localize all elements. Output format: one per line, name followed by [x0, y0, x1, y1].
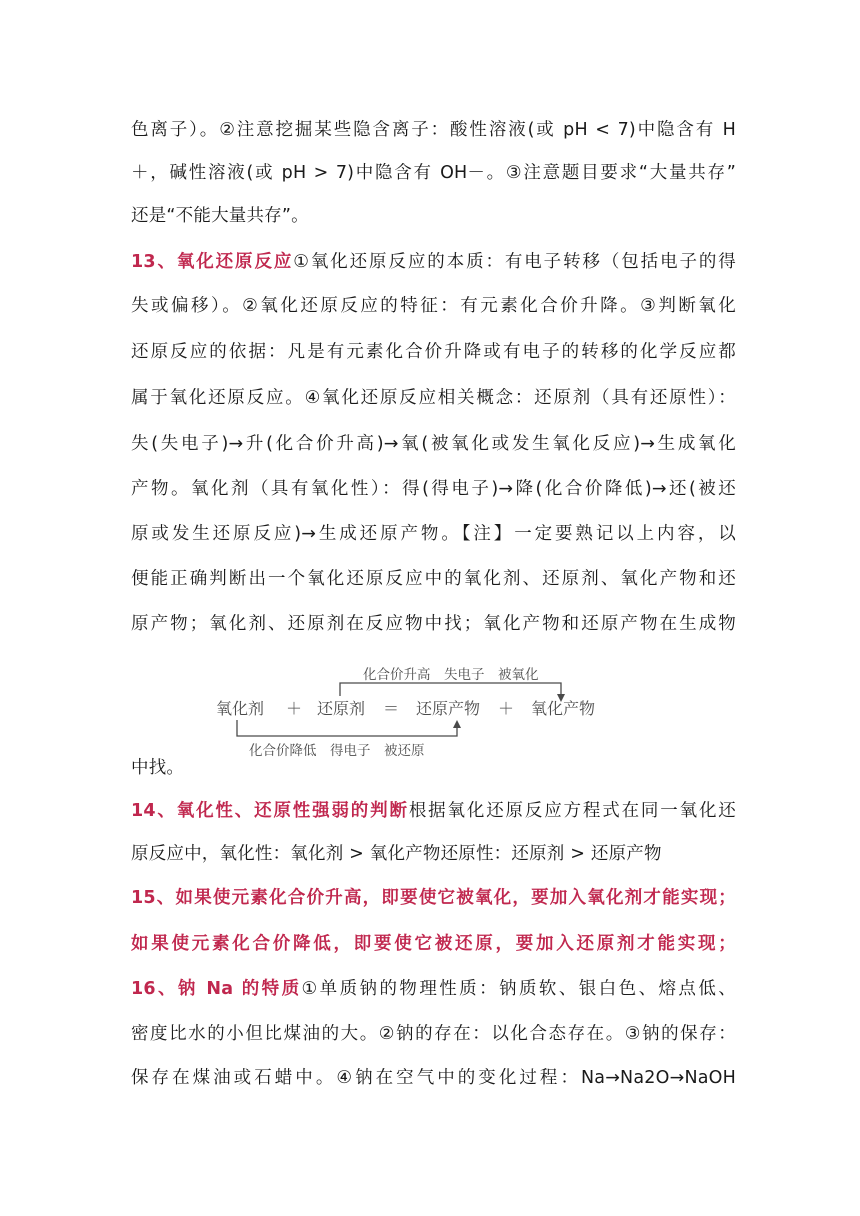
section-15-heading: 15、如果使元素化合价升高，即要使它被氧化，要加入氧化剂才能实现；: [131, 888, 736, 908]
plus-sign-1: ＋: [286, 699, 303, 718]
section-16-heading: 16、钠 Na 的特质: [131, 979, 302, 999]
section-13-heading: 13、氧化还原反应: [131, 252, 294, 272]
text-line: 保存在煤油或石蜡中。④钠在空气中的变化过程：Na→Na2O→NaOH: [131, 1068, 736, 1088]
section-14-line: 14、氧化性、还原性强弱的判断根据氧化还原反应方程式在同一氧化还: [131, 801, 736, 821]
text-line: 失(失电子)→升(化合价升高)→氧(被氧化或发生氧化反应)→生成氧化: [131, 434, 736, 454]
section-15-line: [131, 886, 736, 910]
section-13-line: 13、氧化还原反应①氧化还原反应的本质：有电子转移（包括电子的得: [131, 252, 736, 272]
equals-sign: ＝: [383, 699, 400, 718]
text-line: 原产物；氧化剂、还原剂在反应物中找；氧化产物和还原产物在生成物: [131, 614, 736, 634]
plus-sign-2: ＋: [498, 699, 515, 718]
text-line: 原或发生还原反应)→生成还原产物。【注】一定要熟记以上内容，以: [131, 524, 736, 544]
reduction-bracket: [237, 720, 457, 736]
text-line: 便能正确判断出一个氧化还原反应中的氧化剂、还原剂、氧化产物和还: [131, 569, 736, 589]
redox-diagram: [213, 658, 603, 762]
oxidation-bracket: [340, 683, 561, 698]
text-line: 还原反应的依据：凡是有元素化合价升降或有电子的转移的化学反应都: [131, 342, 736, 362]
section-15-line: [131, 932, 736, 956]
reduction-product-term: 还原产物: [416, 699, 481, 718]
section-15-heading-cont: 如果使元素化合价降低，即要使它被还原，要加入还原剂才能实现；: [131, 934, 736, 954]
text-line: 还是“不能大量共存”。: [131, 206, 309, 226]
text-line: 密度比水的小但比煤油的大。②钠的存在：以化合态存在。③钠的保存：: [131, 1024, 736, 1044]
reduction-arrowhead: [453, 720, 461, 728]
text-line: 原反应中，氧化性：氧化剂 > 氧化产物还原性：还原剂 > 还原产物: [131, 844, 662, 864]
text-line: ＋，碱性溶液(或 pH > 7)中隐含有 OH－。③注意题目要求“大量共存”: [131, 163, 736, 183]
reduction-label: 化合价降低 得电子 被还原: [249, 743, 425, 759]
text-line: 产物。氧化剂（具有氧化性）：得(得电子)→降(化合价降低)→还(被还: [131, 479, 736, 499]
oxidation-product-term: 氧化产物: [531, 699, 596, 718]
oxidation-label: 化合价升高 失电子 被氧化: [363, 667, 539, 683]
text-line: 属于氧化还原反应。④氧化还原反应相关概念：还原剂（具有还原性）：: [131, 388, 736, 408]
text-line: 失或偏移）。②氧化还原反应的特征：有元素化合价升降。③判断氧化: [131, 296, 736, 316]
text-line: 中找。: [131, 758, 185, 778]
oxidant-term: 氧化剂: [216, 699, 265, 718]
section-14-heading: 14、氧化性、还原性强弱的判断: [131, 801, 409, 821]
section-16-line: 16、钠 Na 的特质①单质钠的物理性质：钠质软、银白色、熔点低、: [131, 979, 736, 999]
text-line: 色离子）。②注意挖掘某些隐含离子：酸性溶液(或 pH < 7)中隐含有 H: [131, 120, 736, 140]
reductant-term: 还原剂: [317, 699, 366, 718]
